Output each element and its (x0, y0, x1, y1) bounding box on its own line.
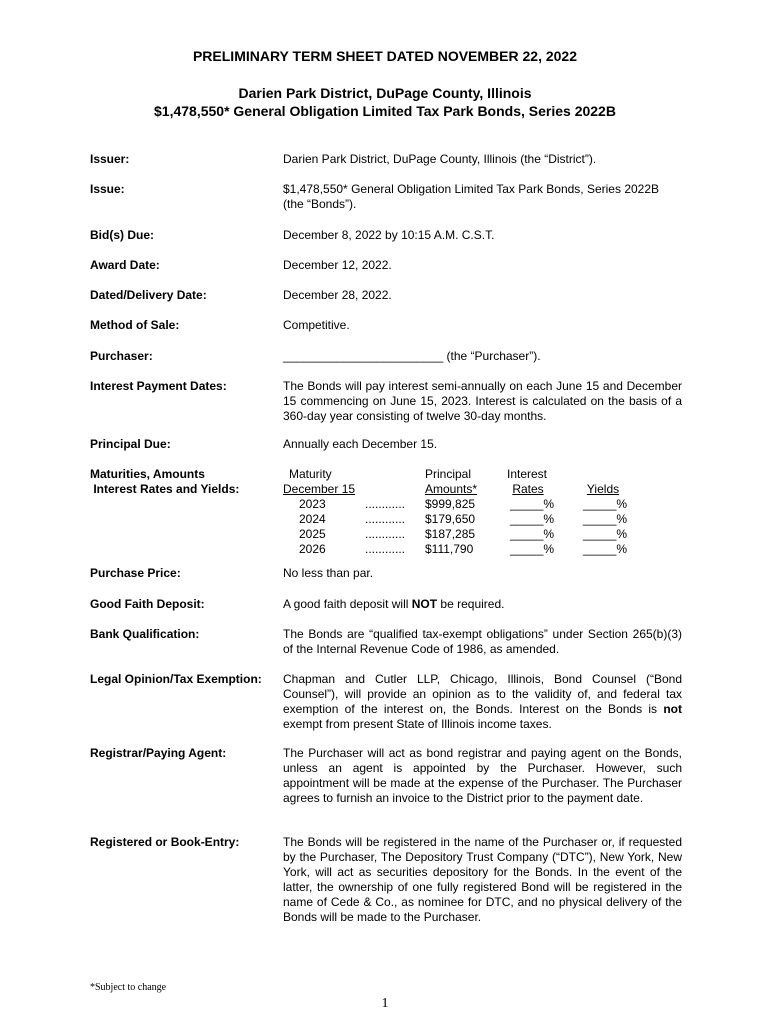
term-label: Bid(s) Due: (90, 228, 154, 242)
term-label-line: Maturities, Amounts (90, 467, 205, 481)
term-value-line: (the “Bonds”). (283, 197, 357, 211)
term-value: December 8, 2022 by 10:15 A.M. C.S.T. (283, 228, 495, 242)
term-value-emphasis: NOT (411, 597, 438, 611)
term-value-text: Chapman and Cutler LLP, Chicago, Illinois, Bond Counsel (“Bond Counsel”), will provide an opinion as to the validity of, and federal tax exemption of the interest on, the Bonds. Interest on the Bonds is (283, 672, 682, 716)
term-label: Purchase Price: (90, 566, 181, 580)
term-value: The Bonds are “qualified tax-exempt obligations” under Section 265(b)(3) of the Internal Revenue Code of 1986, as amended. (283, 627, 682, 656)
maturity-header-top: Maturity (289, 467, 332, 481)
principal-amount: $187,285 (425, 527, 476, 541)
term-value-emphasis: not (663, 702, 682, 716)
term-label (90, 467, 282, 497)
term-value: Darien Park District, DuPage County, Illinois (the “District”). (283, 152, 597, 166)
term-value-line: $1,478,550* General Obligation Limited Tax Park Bonds, Series 2022B (283, 182, 660, 196)
term-value (283, 182, 682, 212)
term-value: Annually each December 15. (283, 437, 438, 451)
principal-header: Amounts* (425, 482, 478, 496)
yield-blank: _____% (583, 542, 628, 556)
principal-amount: $179,650 (425, 512, 476, 526)
principal-amount: $111,790 (425, 542, 474, 556)
term-label: Bank Qualification: (90, 627, 200, 641)
maturity-table (283, 467, 682, 557)
term-label: Issuer: (90, 152, 130, 166)
interest-header-top: Interest (507, 467, 548, 481)
maturity-header: December 15 (283, 482, 356, 496)
rates-header: Rates (512, 482, 544, 496)
leader-dots: ............ (365, 527, 406, 541)
interest-rate-blank: _____% (510, 512, 555, 526)
principal-header-top: Principal (425, 467, 472, 481)
term-value-text: A good faith deposit will (283, 597, 412, 611)
leader-dots: ............ (365, 542, 406, 556)
page-number: 1 (381, 996, 389, 1011)
term-value (283, 597, 682, 612)
leader-dots: ............ (365, 512, 406, 526)
term-value: December 12, 2022. (283, 258, 392, 272)
term-value: The Bonds will pay interest semi-annually on each June 15 and December 15 commencing on June 15, 2023. Interest is calculated on the basis of a 360-day year consisting of twelve 30-day months. (283, 379, 682, 423)
term-label: Registrar/Paying Agent: (90, 746, 227, 760)
term-label: Dated/Delivery Date: (90, 288, 207, 302)
document-title: PRELIMINARY TERM SHEET DATED NOVEMBER 22, 2022 (192, 48, 578, 64)
term-row-maturities (90, 467, 682, 557)
maturity-year: 2025 (299, 527, 326, 541)
term-label-line: Interest Rates and Yields: (90, 482, 240, 496)
yield-blank: _____% (583, 497, 628, 511)
term-value: The Bonds will be registered in the name of the Purchaser or, if requested by the Purchaser, The Depository Trust Company (“DTC”), New York, New York, will act as securities depository for the Bonds. In the event of the latter, the ownership of one fully registered Bond will be registered in the name of Cede & Co., as nominee for DTC, and no physical delivery of the Bonds will be made to the Purchaser. (283, 835, 682, 924)
principal-amount: $999,825 (425, 497, 476, 511)
term-value-text: exempt from present State of Illinois income taxes. (283, 717, 552, 731)
term-value (283, 672, 682, 732)
term-label: Award Date: (90, 258, 160, 272)
term-label: Principal Due: (90, 437, 171, 451)
interest-rate-blank: _____% (510, 542, 555, 556)
maturity-year: 2023 (299, 497, 326, 511)
term-value: The Purchaser will act as bond registrar and paying agent on the Bonds, unless an agent is appointed by the Purchaser. However, such appointment will be made at the expense of the Purchaser. The Purchaser agrees to furnish an invoice to the District prior to the payment date. (283, 746, 682, 805)
yield-blank: _____% (583, 527, 628, 541)
yields-header: Yields (586, 482, 620, 496)
interest-rate-blank: _____% (510, 527, 555, 541)
maturity-year: 2024 (299, 512, 326, 526)
term-value: No less than par. (283, 566, 374, 580)
term-value: Competitive. (283, 318, 350, 332)
maturity-year: 2026 (299, 542, 326, 556)
bond-heading: $1,478,550* General Obligation Limited Tax Park Bonds, Series 2022B (154, 103, 616, 119)
term-value-text: be required. (437, 597, 505, 611)
term-label: Issue: (90, 182, 125, 196)
issuer-heading: Darien Park District, DuPage County, Illinois (238, 85, 532, 101)
term-label: Registered or Book-Entry: (90, 835, 240, 849)
term-label: Method of Sale: (90, 318, 180, 332)
interest-rate-blank: _____% (510, 497, 555, 511)
leader-dots: ............ (365, 497, 406, 511)
term-label: Purchaser: (90, 349, 153, 363)
term-label: Good Faith Deposit: (90, 597, 205, 611)
yield-blank: _____% (583, 512, 628, 526)
term-value: ________________________ (the “Purchaser”). (283, 349, 541, 363)
term-label: Interest Payment Dates: (90, 379, 227, 393)
footnote: *Subject to change (90, 982, 167, 993)
term-value: December 28, 2022. (283, 288, 392, 302)
term-label: Legal Opinion/Tax Exemption: (90, 672, 262, 686)
